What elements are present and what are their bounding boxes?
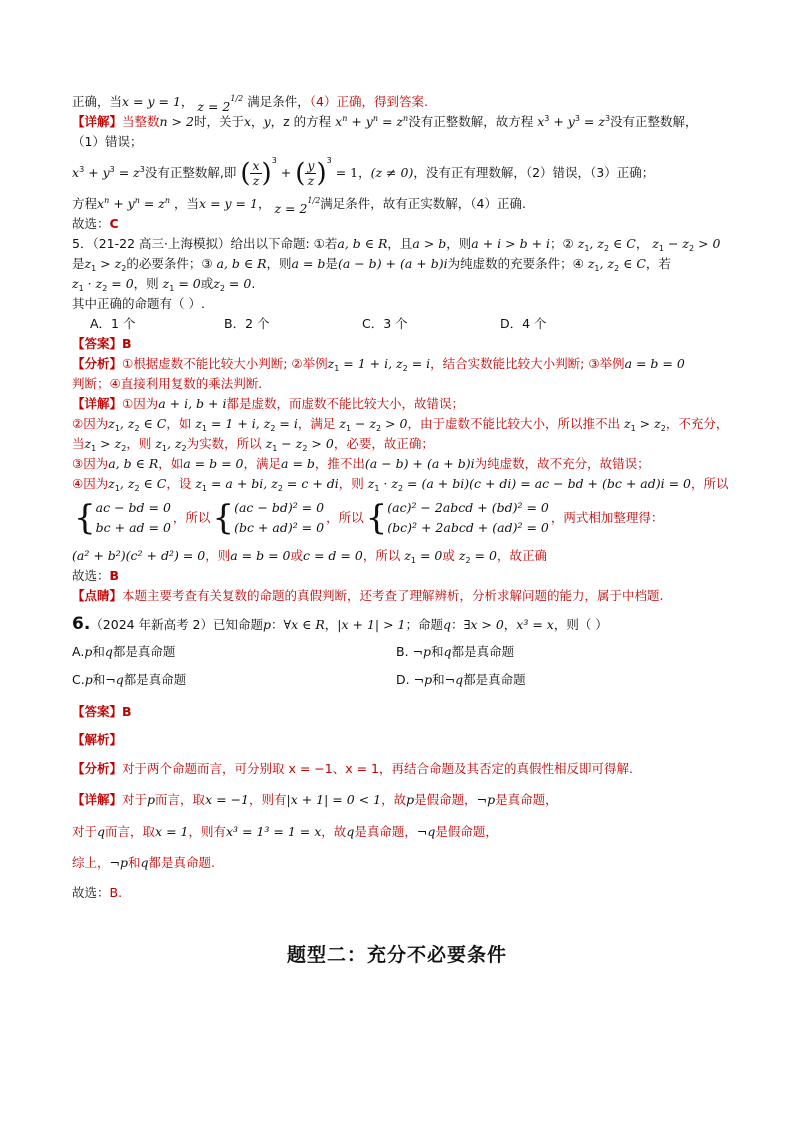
q6-choice-a[interactable]: A.p和q都是真命题 [72,644,176,659]
equation-system-1: { ac − bd = 0 bc + ad = 0 [74,498,171,538]
prev-answer-select: 故选：C [72,216,119,231]
q5-choice-a[interactable]: A．1 个 [90,316,136,331]
q6-analysis: 【分析】对于两个命题而言，可分别取 x = −1、x = 1，再结合命题及其否定的真假性相反即可得解. [72,761,633,776]
q6-choice-c[interactable]: C.p和¬q都是真命题 [72,672,187,687]
q5-stem-line-3: $z_1 \cdot z_2 = 0$，则 $z_1 = 0$或$z_2 = 0$. [72,276,256,293]
q5-comment: 【点睛】本题主要考查有关复数的命题的真假判断，还考查了理解辨析，分析求解问题的能力，属于中档题. [72,588,664,603]
q5-stem-line-4: 其中正确的命题有（ ）. [72,296,205,311]
q6-choice-d[interactable]: D. ¬p和¬q都是真命题 [396,672,526,687]
q6-detail-2: 对于q而言，取x = 1，则有x³ = 1³ = 1 = x，故q是真命题，¬q是假命题， [72,824,498,839]
prev-solution-detail-2: （1）错误； [72,134,143,149]
q5-stem-line-1: 5．（21-22 高三·上海模拟）给出以下命题: ①若a, b ∈ R，且a > b，则a + i > b + i；② $z_1$, $z_2$ ∈ C， $z_1 - z_2 > 0$ [72,236,721,253]
q5-detail-1: 【详解】①因为a + i, b + i都是虚数，而虚数不能比较大小，故错误； [72,396,464,411]
q5-answer: 【答案】B [72,336,132,351]
prev-solution-line-1: 正确，当x = y = 1， $z = 2^{1/2}$ 满足条件，（4）正确，得到答案. [72,94,428,114]
q5-analysis-2: 判断；④直接利用复数的乘法判断. [72,376,263,391]
q5-choice-c[interactable]: C．3 个 [362,316,408,331]
q6-choices-row-2 [72,670,732,698]
q6-detail-3: 综上，¬p和q都是真命题. [72,855,216,870]
q6-detail-1: 【详解】对于p而言，取x = −1，则有|x + 1| = 0 < 1，故p是假命题，¬p是真命题， [72,792,558,807]
prev-solution-detail-4: 方程$x^n + y^n = z^n$ ，当x = y = 1， $z = 2^{1/2}$满足条件，故有正实数解，（4）正确. [72,196,526,216]
equation-system-3: { (ac)² − 2abcd + (bd)² = 0 (bc)² + 2abcd + (ad)² = 0 [365,498,549,538]
q5-detail-2: ②因为$z_1$, $z_2$ ∈ C，如 $z_1 = 1 + i$, $z_2 = i$，满足 $z_1 - z_2 > 0$，由于虚数不能比较大小，所以推不出 $z_1 > z_2$，不充分， [72,416,729,433]
q5-detail-5: ④因为$z_1$, $z_2$ ∈ C，设 $z_1 = a$ + bi, $z_2 = c$ + di，则 $z_1 \cdot z_2 = (a + bi)(c + di)$ = ac − bd + (bc + ad)i = 0，所以 [72,476,729,493]
q5-select: 故选：B [72,568,120,583]
q5-choices [72,314,732,334]
q5-choice-d[interactable]: D．4 个 [500,316,547,331]
q6-select: 故选：B. [72,885,123,900]
document-body [72,92,732,908]
prev-solution-detail-1: 【详解】当整数n > 2时，关于x，y，z 的方程 $x^n + y^n = z^n$没有正整数解，故方程 $x^3 + y^3 = z^3$没有正整数解， [72,114,698,129]
prev-solution-detail-3: $x^3 + y^3 = z^3$没有正整数解,即 ( $\frac{x}{z}$ )$^3$ + ( $\frac{y}{z}$ )$^3$ = 1，(z ≠ 0)，没有正有理数解，（2）错误，（3）正确； [72,156,655,189]
q6-answer: 【答案】B [72,704,132,719]
q5-detail-systems: { ac − bd = 0 bc + ad = 0 ，所以 { (ac − bd)² = 0 (bc + ad)² = 0 ，所以 { (ac)² − 2abcd + (bd)² = 0 (bc)² + 2abcd + (ad)² = 0 ，两式相加整理得： [74,498,664,538]
equation-system-2: { (ac − bd)² = 0 (bc + ad)² = 0 [212,498,325,538]
q5-detail-7: (a² + b²)(c² + d²) = 0，则a = b = 0或c = d = 0，所以 $z_1 = 0$或 $z_2 = 0$，故正确 [72,548,547,565]
q5-detail-4: ③因为a, b ∈ R，如a = b = 0，满足a = b，推不出(a − b) + (a + b)i为纯虚数，故不充分，故错误； [72,456,650,471]
q5-analysis-1: 【分析】①根据虚数不能比较大小判断; ②举例$z_1 = 1 + i$, $z_2 = i$，结合实数能比较大小判断; ③举例a = b = 0 [72,356,685,373]
q5-detail-3: 当$z_1 > z_2$，则 $z_1$, $z_2$为实数，所以 $z_1 - z_2 > 0$，必要，故正确； [72,436,434,453]
q6-choices-row-1 [72,642,732,670]
q6-jiexi: 【解析】 [72,732,123,747]
q6-stem: 6.（2024 年新高考 2）已知命题p：∀x ∈ R，|x + 1| > 1；命题q：∃x > 0，x³ = x，则（ ） [72,614,608,634]
section-title: 题型二：充分不必要条件 [286,944,507,966]
q5-stem-line-2: 是$z_1 > z_2$的必要条件；③ a, b ∈ R，则a = b是(a − b) + (a + b)i为纯虚数的充要条件；④ $z_1$, $z_2$ ∈ C，若 [72,256,671,273]
q6-choice-b[interactable]: B. ¬p和q都是真命题 [396,644,515,659]
q5-choice-b[interactable]: B．2 个 [224,316,270,331]
